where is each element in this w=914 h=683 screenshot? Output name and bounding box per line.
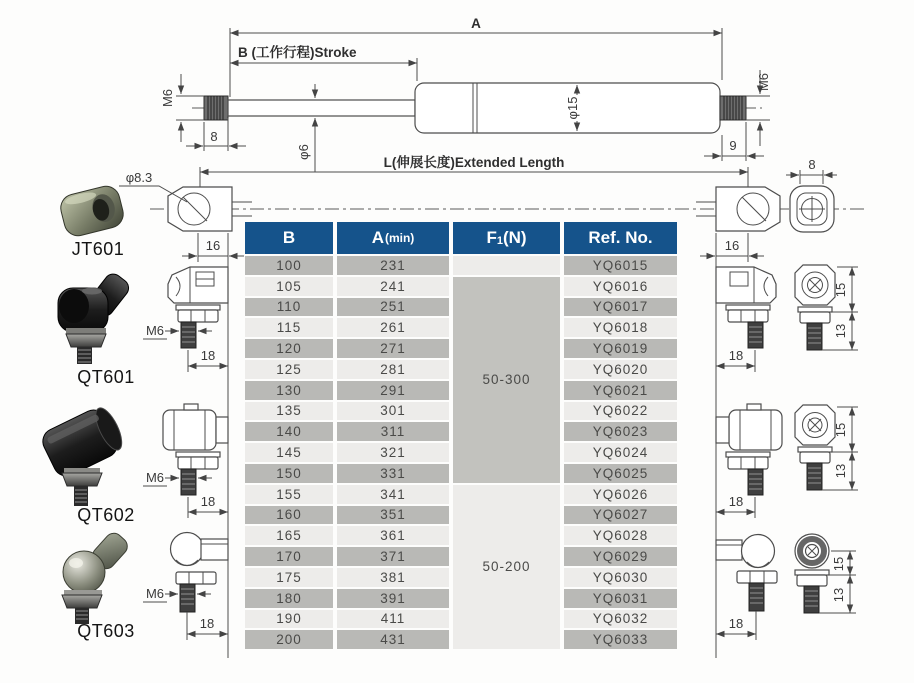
- dim-18-qt601-right-label: 18: [728, 348, 744, 363]
- cell-a-min: 431: [337, 630, 449, 649]
- cell-b: 145: [245, 443, 333, 462]
- cell-a-min: 381: [337, 568, 449, 587]
- dim-15-qt602-label: 15: [833, 422, 848, 438]
- f1-cell-empty: [453, 256, 560, 275]
- qt601-side-drawing: [143, 267, 228, 372]
- cell-a-min: 301: [337, 402, 449, 421]
- cell-b: 160: [245, 506, 333, 525]
- dim-m6-left-label: M6: [160, 88, 175, 108]
- dim-18-qt603-left-label: 18: [199, 616, 215, 631]
- cell-a-min: 391: [337, 589, 449, 608]
- cell-b: 165: [245, 526, 333, 545]
- cell-ref: YQ6033: [564, 630, 677, 649]
- product-label-jt601: JT601: [71, 239, 125, 259]
- cell-b: 180: [245, 589, 333, 608]
- dim-rod-dia-label: φ6: [296, 144, 311, 160]
- cell-a-min: 341: [337, 485, 449, 504]
- cell-b: 130: [245, 381, 333, 400]
- dim-b-stroke-label: B (工作行程)Stroke: [238, 45, 357, 60]
- cell-ref: YQ6031: [564, 589, 677, 608]
- spec-table: [245, 222, 677, 649]
- cell-ref: YQ6027: [564, 506, 677, 525]
- qt603-photo: [62, 530, 131, 624]
- dim-8-endview-label: 8: [808, 157, 816, 172]
- cell-ref: YQ6022: [564, 402, 677, 421]
- qt603-right-drawings: [716, 534, 856, 640]
- cell-ref: YQ6016: [564, 277, 677, 296]
- cell-b: 175: [245, 568, 333, 587]
- cell-a-min: 371: [337, 547, 449, 566]
- dim-eye-dia-label: φ8.3: [125, 170, 153, 185]
- cell-ref: YQ6023: [564, 422, 677, 441]
- col-header-a-min: A (min): [337, 222, 449, 254]
- f1-group-50-300: 50-300: [453, 277, 560, 483]
- cell-b: 125: [245, 360, 333, 379]
- cell-b: 100: [245, 256, 333, 275]
- cell-a-min: 231: [337, 256, 449, 275]
- dim-l-extended-label: L(伸展长度)Extended Length: [383, 155, 565, 170]
- qt602-side-drawing: [143, 404, 228, 518]
- qt602-photo: [38, 403, 127, 506]
- dim-15-qt601-label: 15: [833, 282, 848, 298]
- dim-18-qt603-right-label: 18: [728, 616, 744, 631]
- dim-m6-qt602-label: M6: [145, 470, 165, 485]
- f1-group-50-200: 50-200: [453, 485, 560, 649]
- cell-ref: YQ6026: [564, 485, 677, 504]
- cell-b: 170: [245, 547, 333, 566]
- dim-9-label: 9: [729, 138, 737, 153]
- col-header-ref-no: Ref. No.: [564, 222, 677, 254]
- gas-spring-side-view: [160, 16, 771, 172]
- col-header-b: B: [245, 222, 333, 254]
- dim-m6-qt601-label: M6: [145, 323, 165, 338]
- dim-16-right-label: 16: [724, 238, 740, 253]
- product-label-qt603: QT603: [77, 621, 135, 641]
- cell-ref: YQ6020: [564, 360, 677, 379]
- cell-b: 105: [245, 277, 333, 296]
- cell-b: 140: [245, 422, 333, 441]
- qt601-right-drawings: [716, 265, 858, 372]
- cell-b: 110: [245, 298, 333, 317]
- product-label-qt601: QT601: [77, 367, 135, 387]
- cell-b: 120: [245, 339, 333, 358]
- dim-8-left-label: 8: [210, 129, 218, 144]
- cell-b: 155: [245, 485, 333, 504]
- dim-tube-dia-label: φ15: [565, 96, 580, 120]
- dim-16-left-label: 16: [205, 238, 221, 253]
- qt602-right-drawings: [716, 404, 858, 518]
- col-header-f1n: F 1 (N): [453, 222, 560, 254]
- dim-13-qt603-label: 13: [831, 587, 846, 603]
- qt603-side-drawing: [143, 533, 228, 641]
- dim-15-qt603-label: 15: [831, 556, 846, 572]
- cell-a-min: 291: [337, 381, 449, 400]
- cell-a-min: 311: [337, 422, 449, 441]
- dim-m6-right-label: M6: [756, 72, 771, 92]
- cell-b: 115: [245, 318, 333, 337]
- dim-18-qt601-left-label: 18: [200, 348, 216, 363]
- cell-a-min: 271: [337, 339, 449, 358]
- cell-a-min: 261: [337, 318, 449, 337]
- cell-ref: YQ6025: [564, 464, 677, 483]
- dim-18-qt602-left-label: 18: [200, 494, 216, 509]
- cell-b: 190: [245, 610, 333, 629]
- cell-a-min: 411: [337, 610, 449, 629]
- cell-b: 150: [245, 464, 333, 483]
- cell-ref: YQ6028: [564, 526, 677, 545]
- cell-ref: YQ6029: [564, 547, 677, 566]
- cell-a-min: 321: [337, 443, 449, 462]
- cell-ref: YQ6024: [564, 443, 677, 462]
- dim-m6-qt603-label: M6: [145, 586, 165, 601]
- cell-ref: YQ6018: [564, 318, 677, 337]
- cell-ref: YQ6021: [564, 381, 677, 400]
- qt601-photo: [58, 270, 132, 364]
- product-label-qt602: QT602: [77, 505, 135, 525]
- cell-ref: YQ6019: [564, 339, 677, 358]
- jt601-photo: [58, 183, 126, 238]
- cell-b: 135: [245, 402, 333, 421]
- cell-a-min: 331: [337, 464, 449, 483]
- dim-18-qt602-right-label: 18: [728, 494, 744, 509]
- cell-b: 200: [245, 630, 333, 649]
- dim-13-qt602-label: 13: [833, 463, 848, 479]
- cell-a-min: 281: [337, 360, 449, 379]
- cell-ref: YQ6015: [564, 256, 677, 275]
- cell-a-min: 251: [337, 298, 449, 317]
- cell-a-min: 351: [337, 506, 449, 525]
- dim-13-qt601-label: 13: [833, 323, 848, 339]
- cell-ref: YQ6032: [564, 610, 677, 629]
- dim-a-label: A: [471, 16, 481, 31]
- cell-a-min: 361: [337, 526, 449, 545]
- cell-ref: YQ6030: [564, 568, 677, 587]
- cell-ref: YQ6017: [564, 298, 677, 317]
- cell-a-min: 241: [337, 277, 449, 296]
